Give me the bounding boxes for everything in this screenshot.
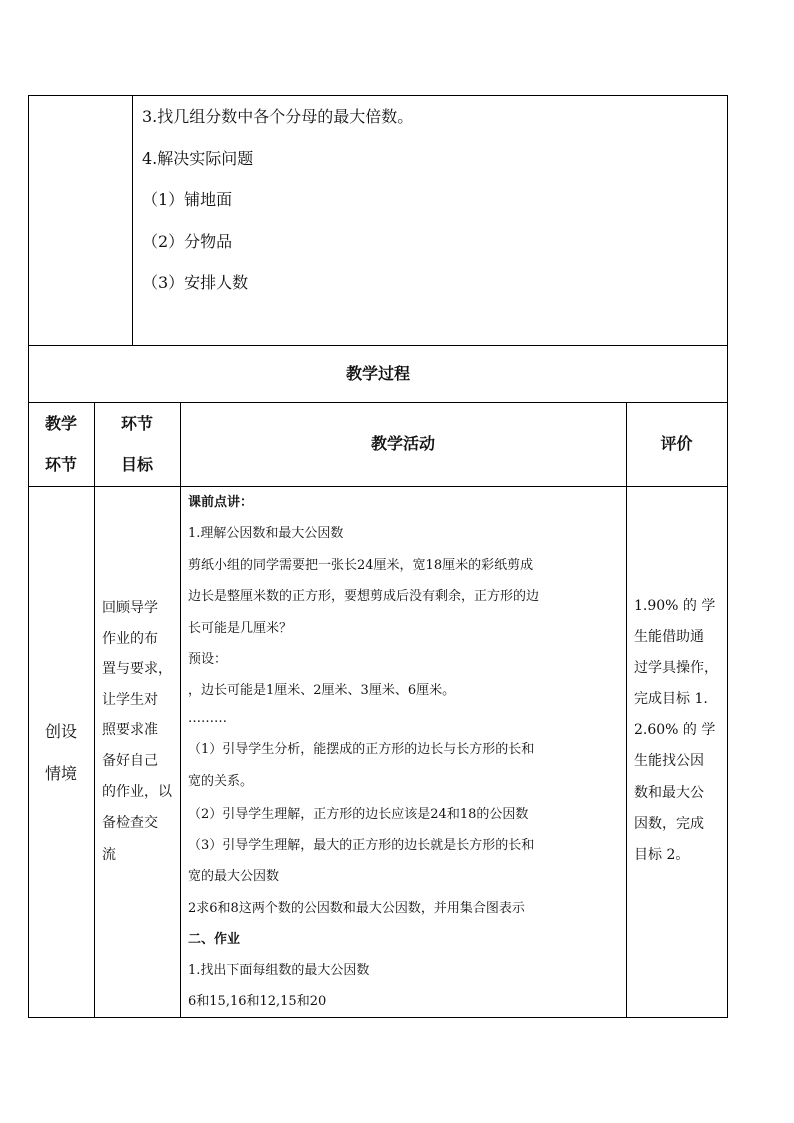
evaluation-line: 生能借助通 — [634, 629, 704, 645]
activity-line: 1.找出下面每组数的最大公因数 — [188, 963, 370, 978]
upper-section-bottom-border — [28, 345, 728, 346]
goal-line: 的作业，以 — [102, 784, 172, 800]
upper-item-2: 4.解决实际问题 — [142, 149, 254, 168]
activity-subheading: 二、作业 — [188, 932, 241, 947]
header-stage-line1: 教学 — [44, 414, 77, 433]
table-top-border — [28, 95, 728, 96]
table-left-border — [28, 95, 29, 1018]
header-row-bottom-border — [28, 486, 728, 487]
evaluation-line: 过学具操作， — [634, 660, 718, 676]
activity-line: 预设： — [188, 652, 228, 667]
header-goal-line1: 环节 — [120, 414, 153, 433]
activity-line: （2）引导学生理解，正方形的边长应该是24和18的公因数 — [188, 807, 529, 822]
goal-line: 作业的布 — [102, 631, 158, 647]
evaluation-line: 生能找公因 — [634, 753, 704, 769]
goal-line: 备好自己 — [102, 753, 158, 769]
activity-line: 1.理解公因数和最大公因数 — [188, 526, 344, 541]
activity-line: ，边长可能是1厘米、2厘米、3厘米、6厘米。 — [188, 683, 456, 698]
goal-line: 备检查交 — [102, 815, 158, 831]
activity-line: 宽的最大公因数 — [188, 869, 280, 884]
upper-item-1: 3.找几组分数中各个分母的最大倍数。 — [142, 107, 414, 126]
header-activity: 教学活动 — [370, 434, 435, 453]
header-evaluation: 评价 — [660, 434, 693, 453]
goal-line: 回顾导学 — [102, 600, 158, 616]
stage-line2: 情境 — [44, 764, 77, 783]
goal-line: 流 — [102, 847, 116, 863]
activity-line: 长可能是几厘米？ — [188, 621, 293, 636]
upper-section-divider — [132, 95, 133, 345]
evaluation-line: 1.90% 的 学 — [634, 598, 716, 614]
evaluation-line: 完成目标 1. — [634, 691, 708, 707]
goal-line: 置与要求， — [102, 661, 172, 677]
activity-heading: 课前点讲： — [188, 495, 254, 510]
upper-item-5: （3）安排人数 — [142, 273, 249, 292]
stage-line1: 创设 — [44, 722, 77, 741]
activity-line: 宽的关系。 — [188, 774, 254, 789]
header-stage-line2: 环节 — [44, 455, 77, 474]
col-divider-3 — [626, 402, 627, 1017]
activity-line: （3）引导学生理解，最大的正方形的边长就是长方形的长和 — [188, 838, 535, 853]
activity-line: 6和15,16和12,15和20 — [188, 994, 327, 1009]
table-bottom-border — [28, 1017, 728, 1018]
evaluation-line: 目标 2。 — [634, 847, 690, 863]
col-divider-1 — [94, 402, 95, 1017]
header-goal-line2: 目标 — [120, 455, 153, 474]
activity-line: （1）引导学生分析，能摆成的正方形的边长与长方形的长和 — [188, 742, 535, 757]
activity-line: 剪纸小组的同学需要把一张长24厘米，宽18厘米的彩纸剪成 — [188, 558, 534, 573]
title-row-bottom-border — [28, 402, 728, 403]
table-right-border — [727, 95, 728, 1018]
upper-item-4: （2）分物品 — [142, 232, 233, 251]
col-divider-2 — [180, 402, 181, 1017]
activity-line: 边长是整厘米数的正方形，要想剪成后没有剩余，正方形的边 — [188, 589, 540, 604]
goal-line: 让学生对 — [102, 692, 158, 708]
evaluation-line: 2.60% 的 学 — [634, 722, 716, 738]
activity-line: 2求6和8这两个数的公因数和最大公因数，并用集合图表示 — [188, 901, 525, 916]
section-title: 教学过程 — [345, 364, 410, 383]
goal-line: 照要求准 — [102, 722, 158, 738]
upper-item-3: （1）铺地面 — [142, 190, 233, 209]
evaluation-line: 因数，完成 — [634, 816, 704, 832]
activity-line: ……… — [188, 711, 227, 726]
evaluation-line: 数和最大公 — [634, 785, 704, 801]
